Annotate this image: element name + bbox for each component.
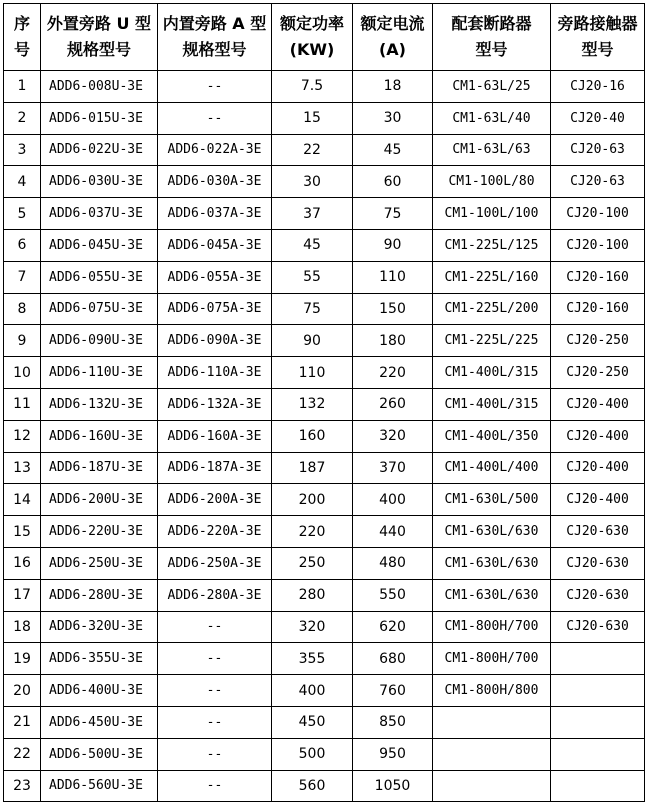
cell-rated-power: 160 (272, 420, 353, 452)
table-row (4, 166, 645, 198)
cell-breaker-model: CM1-225L/225 (433, 325, 551, 357)
cell-internal-model: -- (158, 770, 272, 802)
cell-rated-current: 440 (353, 516, 433, 548)
cell-rated-current: 18 (353, 71, 433, 103)
cell-external-model: ADD6-200U-3E (41, 484, 158, 516)
cell-rated-current: 400 (353, 484, 433, 516)
cell-index: 19 (4, 643, 41, 675)
cell-internal-model: ADD6-030A-3E (158, 166, 272, 198)
cell-rated-current: 760 (353, 675, 433, 707)
cell-internal-model: -- (158, 738, 272, 770)
cell-breaker-model: CM1-63L/25 (433, 71, 551, 103)
header-line: 内置旁路 A 型 (162, 14, 267, 33)
cell-external-model: ADD6-022U-3E (41, 134, 158, 166)
table-row (4, 706, 645, 738)
cell-index: 22 (4, 738, 41, 770)
cell-rated-current: 180 (353, 325, 433, 357)
cell-rated-power: 45 (272, 229, 353, 261)
cell-internal-model: ADD6-075A-3E (158, 293, 272, 325)
cell-rated-current: 220 (353, 357, 433, 389)
table-row (4, 134, 645, 166)
cell-external-model: ADD6-560U-3E (41, 770, 158, 802)
cell-external-model: ADD6-355U-3E (41, 643, 158, 675)
cell-index: 4 (4, 166, 41, 198)
cell-breaker-model (433, 770, 551, 802)
cell-rated-current: 320 (353, 420, 433, 452)
cell-contactor-model: CJ20-630 (551, 579, 645, 611)
cell-internal-model: ADD6-187A-3E (158, 452, 272, 484)
cell-external-model: ADD6-280U-3E (41, 579, 158, 611)
cell-internal-model: ADD6-045A-3E (158, 229, 272, 261)
table-row (4, 198, 645, 230)
cell-internal-model: -- (158, 643, 272, 675)
cell-breaker-model: CM1-400L/400 (433, 452, 551, 484)
cell-rated-current: 90 (353, 229, 433, 261)
cell-rated-power: 30 (272, 166, 353, 198)
cell-rated-power: 187 (272, 452, 353, 484)
cell-index: 23 (4, 770, 41, 802)
cell-internal-model: ADD6-110A-3E (158, 357, 272, 389)
cell-external-model: ADD6-090U-3E (41, 325, 158, 357)
cell-breaker-model: CM1-630L/630 (433, 547, 551, 579)
table-row (4, 547, 645, 579)
table-row (4, 102, 645, 134)
cell-index: 13 (4, 452, 41, 484)
header-line: 号 (13, 40, 30, 59)
cell-breaker-model: CM1-100L/80 (433, 166, 551, 198)
table-row (4, 770, 645, 802)
cell-contactor-model (551, 706, 645, 738)
cell-external-model: ADD6-008U-3E (41, 71, 158, 103)
header-rated-current (353, 4, 433, 71)
cell-rated-power: 7.5 (272, 71, 353, 103)
header-rated-power (272, 4, 353, 71)
table-body (4, 71, 645, 802)
cell-rated-power: 75 (272, 293, 353, 325)
header-line: 规格型号 (182, 40, 247, 59)
cell-rated-current: 45 (353, 134, 433, 166)
cell-external-model: ADD6-110U-3E (41, 357, 158, 389)
header-index (4, 4, 41, 71)
cell-contactor-model: CJ20-630 (551, 516, 645, 548)
cell-index: 12 (4, 420, 41, 452)
cell-external-model: ADD6-015U-3E (41, 102, 158, 134)
cell-contactor-model: CJ20-63 (551, 166, 645, 198)
cell-contactor-model: CJ20-63 (551, 134, 645, 166)
cell-rated-current: 680 (353, 643, 433, 675)
cell-rated-power: 37 (272, 198, 353, 230)
table-row (4, 229, 645, 261)
cell-rated-current: 110 (353, 261, 433, 293)
table-row (4, 675, 645, 707)
cell-rated-current: 620 (353, 611, 433, 643)
cell-rated-power: 110 (272, 357, 353, 389)
header-line: 型号 (581, 40, 614, 59)
header-line: 配套断路器 (451, 14, 532, 33)
cell-rated-power: 15 (272, 102, 353, 134)
cell-rated-power: 220 (272, 516, 353, 548)
cell-external-model: ADD6-450U-3E (41, 706, 158, 738)
cell-index: 21 (4, 706, 41, 738)
cell-breaker-model: CM1-800H/700 (433, 611, 551, 643)
cell-internal-model: ADD6-037A-3E (158, 198, 272, 230)
cell-index: 8 (4, 293, 41, 325)
cell-rated-power: 200 (272, 484, 353, 516)
cell-breaker-model: CM1-400L/315 (433, 357, 551, 389)
table-row (4, 357, 645, 389)
cell-internal-model: -- (158, 706, 272, 738)
cell-contactor-model (551, 643, 645, 675)
cell-contactor-model: CJ20-400 (551, 452, 645, 484)
cell-rated-power: 320 (272, 611, 353, 643)
cell-index: 9 (4, 325, 41, 357)
cell-rated-current: 260 (353, 388, 433, 420)
cell-contactor-model: CJ20-250 (551, 325, 645, 357)
cell-external-model: ADD6-187U-3E (41, 452, 158, 484)
cell-contactor-model: CJ20-250 (551, 357, 645, 389)
table-row (4, 484, 645, 516)
cell-breaker-model: CM1-800H/700 (433, 643, 551, 675)
cell-external-model: ADD6-250U-3E (41, 547, 158, 579)
cell-rated-current: 150 (353, 293, 433, 325)
cell-external-model: ADD6-045U-3E (41, 229, 158, 261)
cell-external-model: ADD6-055U-3E (41, 261, 158, 293)
cell-index: 1 (4, 71, 41, 103)
cell-internal-model: ADD6-055A-3E (158, 261, 272, 293)
cell-breaker-model: CM1-63L/40 (433, 102, 551, 134)
cell-internal-model: ADD6-160A-3E (158, 420, 272, 452)
cell-index: 10 (4, 357, 41, 389)
cell-external-model: ADD6-320U-3E (41, 611, 158, 643)
cell-internal-model: -- (158, 71, 272, 103)
cell-breaker-model (433, 738, 551, 770)
cell-index: 15 (4, 516, 41, 548)
header-line: (KW) (289, 40, 335, 59)
cell-rated-current: 370 (353, 452, 433, 484)
cell-rated-power: 280 (272, 579, 353, 611)
table-row (4, 643, 645, 675)
cell-internal-model: ADD6-250A-3E (158, 547, 272, 579)
cell-rated-power: 450 (272, 706, 353, 738)
cell-contactor-model (551, 738, 645, 770)
cell-rated-current: 850 (353, 706, 433, 738)
cell-contactor-model: CJ20-630 (551, 611, 645, 643)
header-external-model (41, 4, 158, 71)
cell-rated-power: 90 (272, 325, 353, 357)
cell-breaker-model: CM1-630L/630 (433, 516, 551, 548)
cell-internal-model: -- (158, 675, 272, 707)
cell-breaker-model: CM1-400L/350 (433, 420, 551, 452)
cell-rated-power: 250 (272, 547, 353, 579)
cell-internal-model: ADD6-022A-3E (158, 134, 272, 166)
table-row (4, 325, 645, 357)
cell-external-model: ADD6-400U-3E (41, 675, 158, 707)
cell-internal-model: ADD6-280A-3E (158, 579, 272, 611)
cell-external-model: ADD6-220U-3E (41, 516, 158, 548)
cell-index: 2 (4, 102, 41, 134)
cell-index: 3 (4, 134, 41, 166)
cell-breaker-model: CM1-225L/125 (433, 229, 551, 261)
cell-external-model: ADD6-132U-3E (41, 388, 158, 420)
cell-breaker-model: CM1-800H/800 (433, 675, 551, 707)
cell-contactor-model: CJ20-16 (551, 71, 645, 103)
header-breaker-model (433, 4, 551, 71)
cell-contactor-model: CJ20-100 (551, 229, 645, 261)
cell-index: 7 (4, 261, 41, 293)
cell-rated-power: 55 (272, 261, 353, 293)
cell-breaker-model (433, 706, 551, 738)
header-line: 额定电流 (360, 14, 425, 33)
cell-contactor-model: CJ20-400 (551, 484, 645, 516)
cell-external-model: ADD6-500U-3E (41, 738, 158, 770)
table-row (4, 293, 645, 325)
cell-rated-current: 75 (353, 198, 433, 230)
cell-breaker-model: CM1-630L/500 (433, 484, 551, 516)
cell-internal-model: -- (158, 611, 272, 643)
cell-index: 16 (4, 547, 41, 579)
header-line: 旁路接触器 (557, 14, 638, 33)
cell-rated-current: 950 (353, 738, 433, 770)
cell-index: 17 (4, 579, 41, 611)
cell-external-model: ADD6-160U-3E (41, 420, 158, 452)
cell-rated-current: 480 (353, 547, 433, 579)
cell-external-model: ADD6-037U-3E (41, 198, 158, 230)
header-line: 规格型号 (66, 40, 131, 59)
cell-breaker-model: CM1-63L/63 (433, 134, 551, 166)
cell-external-model: ADD6-075U-3E (41, 293, 158, 325)
cell-rated-current: 1050 (353, 770, 433, 802)
cell-index: 20 (4, 675, 41, 707)
header-line: 序 (13, 14, 30, 33)
cell-rated-power: 132 (272, 388, 353, 420)
table-row (4, 738, 645, 770)
cell-rated-power: 22 (272, 134, 353, 166)
table-row (4, 71, 645, 103)
cell-breaker-model: CM1-400L/315 (433, 388, 551, 420)
table-row (4, 579, 645, 611)
cell-contactor-model: CJ20-100 (551, 198, 645, 230)
header-line: 型号 (475, 40, 508, 59)
cell-internal-model: ADD6-090A-3E (158, 325, 272, 357)
table-row (4, 420, 645, 452)
cell-breaker-model: CM1-225L/200 (433, 293, 551, 325)
cell-internal-model: -- (158, 102, 272, 134)
cell-internal-model: ADD6-200A-3E (158, 484, 272, 516)
cell-index: 14 (4, 484, 41, 516)
table-row (4, 261, 645, 293)
cell-rated-power: 400 (272, 675, 353, 707)
cell-breaker-model: CM1-100L/100 (433, 198, 551, 230)
cell-external-model: ADD6-030U-3E (41, 166, 158, 198)
cell-contactor-model: CJ20-400 (551, 388, 645, 420)
header-line: (A) (378, 40, 406, 59)
header-line: 外置旁路 U 型 (46, 14, 152, 33)
cell-rated-current: 30 (353, 102, 433, 134)
cell-contactor-model: CJ20-40 (551, 102, 645, 134)
cell-contactor-model: CJ20-160 (551, 293, 645, 325)
table-row (4, 388, 645, 420)
header-row (4, 4, 645, 71)
table-row (4, 516, 645, 548)
cell-contactor-model: CJ20-400 (551, 420, 645, 452)
cell-index: 11 (4, 388, 41, 420)
header-internal-model (158, 4, 272, 71)
cell-index: 5 (4, 198, 41, 230)
table-row (4, 611, 645, 643)
cell-internal-model: ADD6-220A-3E (158, 516, 272, 548)
cell-contactor-model: CJ20-160 (551, 261, 645, 293)
cell-internal-model: ADD6-132A-3E (158, 388, 272, 420)
cell-breaker-model: CM1-630L/630 (433, 579, 551, 611)
cell-index: 18 (4, 611, 41, 643)
header-line: 额定功率 (279, 14, 344, 33)
cell-contactor-model: CJ20-630 (551, 547, 645, 579)
spec-table (3, 3, 645, 802)
cell-index: 6 (4, 229, 41, 261)
cell-rated-current: 60 (353, 166, 433, 198)
cell-rated-power: 560 (272, 770, 353, 802)
header-contactor-model (551, 4, 645, 71)
cell-rated-current: 550 (353, 579, 433, 611)
cell-contactor-model (551, 770, 645, 802)
cell-contactor-model (551, 675, 645, 707)
cell-rated-power: 355 (272, 643, 353, 675)
table-row (4, 452, 645, 484)
cell-rated-power: 500 (272, 738, 353, 770)
cell-breaker-model: CM1-225L/160 (433, 261, 551, 293)
